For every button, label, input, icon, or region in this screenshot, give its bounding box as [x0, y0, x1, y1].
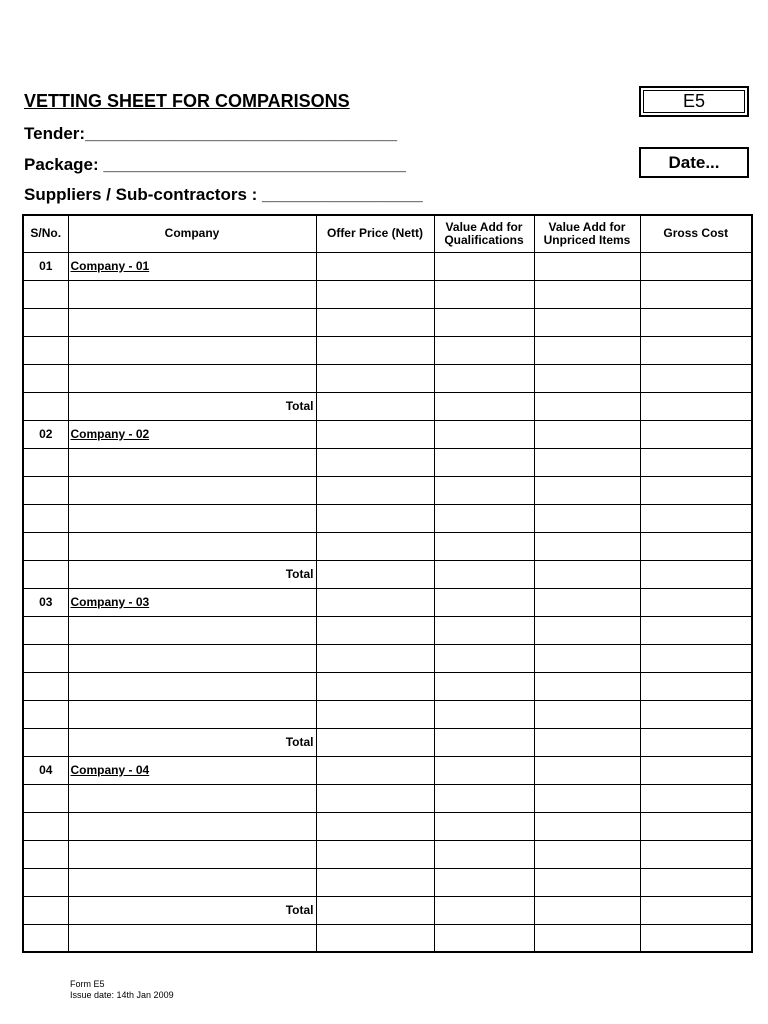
gross-cost-cell[interactable]	[640, 672, 752, 700]
gross-cost-cell[interactable]	[640, 812, 752, 840]
value-add-qualifications-cell[interactable]	[434, 924, 534, 952]
value-add-unpriced-cell[interactable]	[534, 560, 640, 588]
value-add-qualifications-cell[interactable]	[434, 336, 534, 364]
table-row	[23, 700, 752, 728]
sno-cell[interactable]	[23, 672, 68, 700]
total-label-cell: Total	[68, 392, 316, 420]
sno-cell[interactable]	[23, 448, 68, 476]
value-add-unpriced-cell[interactable]	[534, 308, 640, 336]
company-cell[interactable]	[68, 280, 316, 308]
offer-price-cell[interactable]	[316, 280, 434, 308]
comparison-table	[22, 214, 753, 953]
value-add-unpriced-cell[interactable]	[534, 896, 640, 924]
gross-cost-cell[interactable]	[640, 644, 752, 672]
company-header-row	[23, 252, 752, 280]
offer-price-cell[interactable]	[316, 448, 434, 476]
gross-cost-cell[interactable]	[640, 588, 752, 616]
header-gross-cost: Gross Cost	[640, 215, 752, 252]
offer-price-cell[interactable]	[316, 476, 434, 504]
table-row	[23, 504, 752, 532]
gross-cost-cell[interactable]	[640, 728, 752, 756]
total-row	[23, 392, 752, 420]
company-cell[interactable]	[68, 504, 316, 532]
offer-price-cell[interactable]	[316, 812, 434, 840]
company-name-cell[interactable]: Company - 03	[68, 588, 316, 616]
value-add-unpriced-cell[interactable]	[534, 588, 640, 616]
gross-cost-cell[interactable]	[640, 560, 752, 588]
value-add-qualifications-cell[interactable]	[434, 504, 534, 532]
value-add-unpriced-cell[interactable]	[534, 280, 640, 308]
offer-price-cell[interactable]	[316, 784, 434, 812]
value-add-qualifications-cell[interactable]	[434, 756, 534, 784]
value-add-unpriced-cell[interactable]	[534, 420, 640, 448]
value-add-qualifications-cell[interactable]	[434, 420, 534, 448]
header-value-add-unpriced	[534, 215, 640, 252]
form-title: VETTING SHEET FOR COMPARISONS	[24, 91, 350, 111]
table-row	[23, 448, 752, 476]
sno-cell[interactable]	[23, 924, 68, 952]
company-cell[interactable]	[68, 336, 316, 364]
offer-price-cell[interactable]	[316, 700, 434, 728]
value-add-qualifications-cell[interactable]	[434, 840, 534, 868]
value-add-qualifications-cell[interactable]	[434, 644, 534, 672]
gross-cost-cell[interactable]	[640, 504, 752, 532]
gross-cost-cell[interactable]	[640, 308, 752, 336]
company-cell[interactable]	[68, 700, 316, 728]
total-row	[23, 896, 752, 924]
value-add-unpriced-cell[interactable]	[534, 336, 640, 364]
gross-cost-cell[interactable]	[640, 924, 752, 952]
company-cell[interactable]	[68, 868, 316, 896]
gross-cost-cell[interactable]	[640, 868, 752, 896]
company-cell[interactable]	[68, 924, 316, 952]
sno-cell[interactable]	[23, 560, 68, 588]
offer-price-cell[interactable]	[316, 840, 434, 868]
value-add-unpriced-cell[interactable]	[534, 756, 640, 784]
value-add-qualifications-cell[interactable]	[434, 280, 534, 308]
value-add-unpriced-cell[interactable]	[534, 476, 640, 504]
offer-price-cell[interactable]	[316, 924, 434, 952]
sno-cell[interactable]	[23, 840, 68, 868]
value-add-unpriced-cell[interactable]	[534, 868, 640, 896]
header-value-add-unpriced-line1: Value Add for	[548, 219, 626, 234]
value-add-qualifications-cell[interactable]	[434, 896, 534, 924]
value-add-qualifications-cell[interactable]	[434, 784, 534, 812]
company-cell[interactable]	[68, 476, 316, 504]
sno-cell[interactable]	[23, 504, 68, 532]
company-header-row	[23, 420, 752, 448]
gross-cost-cell[interactable]	[640, 336, 752, 364]
header-sno: S/No.	[23, 215, 68, 252]
form-footer	[70, 979, 174, 1001]
value-add-qualifications-cell[interactable]	[434, 448, 534, 476]
sno-cell[interactable]	[23, 392, 68, 420]
total-row	[23, 728, 752, 756]
value-add-qualifications-cell[interactable]	[434, 476, 534, 504]
header-value-add-qualifications-line1: Value Add for	[445, 219, 523, 234]
offer-price-cell[interactable]	[316, 336, 434, 364]
header-offer-price: Offer Price (Nett)	[316, 215, 434, 252]
value-add-unpriced-cell[interactable]	[534, 504, 640, 532]
gross-cost-cell[interactable]	[640, 616, 752, 644]
value-add-unpriced-cell[interactable]	[534, 448, 640, 476]
date-box[interactable]: Date...	[639, 147, 749, 178]
company-name-cell[interactable]: Company - 04	[68, 756, 316, 784]
company-cell[interactable]	[68, 644, 316, 672]
offer-price-cell[interactable]	[316, 868, 434, 896]
sno-cell[interactable]	[23, 784, 68, 812]
value-add-qualifications-cell[interactable]	[434, 252, 534, 280]
value-add-qualifications-cell[interactable]	[434, 700, 534, 728]
sno-cell: 04	[23, 756, 68, 784]
gross-cost-cell[interactable]	[640, 756, 752, 784]
value-add-qualifications-cell[interactable]	[434, 308, 534, 336]
sno-cell: 02	[23, 420, 68, 448]
sno-cell[interactable]	[23, 364, 68, 392]
tender-field[interactable]: Tender:_________________________________	[24, 124, 398, 143]
value-add-qualifications-cell[interactable]	[434, 812, 534, 840]
offer-price-cell[interactable]	[316, 392, 434, 420]
table-body	[23, 252, 752, 952]
sno-cell[interactable]	[23, 644, 68, 672]
header-value-add-qualifications-line2: Qualifications	[444, 232, 524, 247]
offer-price-cell[interactable]	[316, 308, 434, 336]
value-add-unpriced-cell[interactable]	[534, 532, 640, 560]
sno-cell[interactable]	[23, 896, 68, 924]
value-add-qualifications-cell[interactable]	[434, 672, 534, 700]
gross-cost-cell[interactable]	[640, 476, 752, 504]
value-add-unpriced-cell[interactable]	[534, 840, 640, 868]
sno-cell: 01	[23, 252, 68, 280]
company-cell[interactable]	[68, 616, 316, 644]
company-header-row	[23, 588, 752, 616]
company-cell[interactable]	[68, 448, 316, 476]
value-add-qualifications-cell[interactable]	[434, 588, 534, 616]
gross-cost-cell[interactable]	[640, 420, 752, 448]
offer-price-cell[interactable]	[316, 672, 434, 700]
gross-cost-cell[interactable]	[640, 280, 752, 308]
value-add-qualifications-cell[interactable]	[434, 392, 534, 420]
value-add-unpriced-cell[interactable]	[534, 812, 640, 840]
value-add-unpriced-cell[interactable]	[534, 728, 640, 756]
table-header-row	[23, 215, 752, 252]
value-add-unpriced-cell[interactable]	[534, 392, 640, 420]
header-company: Company	[68, 215, 316, 252]
table-row	[23, 812, 752, 840]
total-label-cell: Total	[68, 728, 316, 756]
gross-cost-cell[interactable]	[640, 896, 752, 924]
offer-price-cell[interactable]	[316, 420, 434, 448]
table-row	[23, 840, 752, 868]
value-add-unpriced-cell[interactable]	[534, 924, 640, 952]
form-code-box: E5	[639, 86, 749, 117]
company-cell[interactable]	[68, 308, 316, 336]
sno-cell[interactable]	[23, 868, 68, 896]
table-row	[23, 476, 752, 504]
gross-cost-cell[interactable]	[640, 392, 752, 420]
offer-price-cell[interactable]	[316, 532, 434, 560]
offer-price-cell[interactable]	[316, 896, 434, 924]
sno-cell[interactable]	[23, 476, 68, 504]
offer-price-cell[interactable]	[316, 252, 434, 280]
footer-issue-date: Issue date: 14th Jan 2009	[70, 990, 174, 1000]
offer-price-cell[interactable]	[316, 560, 434, 588]
sno-cell: 03	[23, 588, 68, 616]
total-label-cell: Total	[68, 896, 316, 924]
table-row	[23, 336, 752, 364]
table-row	[23, 616, 752, 644]
sno-cell[interactable]	[23, 700, 68, 728]
company-cell[interactable]	[68, 672, 316, 700]
company-cell[interactable]	[68, 840, 316, 868]
table-row	[23, 308, 752, 336]
offer-price-cell[interactable]	[316, 616, 434, 644]
package-field[interactable]: Package: ________________________________	[24, 155, 406, 174]
gross-cost-cell[interactable]	[640, 532, 752, 560]
value-add-unpriced-cell[interactable]	[534, 672, 640, 700]
value-add-qualifications-cell[interactable]	[434, 560, 534, 588]
value-add-unpriced-cell[interactable]	[534, 616, 640, 644]
company-cell[interactable]	[68, 812, 316, 840]
table-row	[23, 644, 752, 672]
offer-price-cell[interactable]	[316, 504, 434, 532]
value-add-unpriced-cell[interactable]	[534, 364, 640, 392]
company-cell[interactable]	[68, 364, 316, 392]
value-add-unpriced-cell[interactable]	[534, 252, 640, 280]
company-cell[interactable]	[68, 532, 316, 560]
company-cell[interactable]	[68, 784, 316, 812]
value-add-qualifications-cell[interactable]	[434, 728, 534, 756]
total-label-cell: Total	[68, 560, 316, 588]
header-value-add-unpriced-line2: Unpriced Items	[543, 232, 631, 247]
gross-cost-cell[interactable]	[640, 448, 752, 476]
offer-price-cell[interactable]	[316, 588, 434, 616]
value-add-qualifications-cell[interactable]	[434, 868, 534, 896]
table-row	[23, 532, 752, 560]
total-row	[23, 560, 752, 588]
sno-cell[interactable]	[23, 728, 68, 756]
table-row	[23, 672, 752, 700]
company-name-cell[interactable]: Company - 01	[68, 252, 316, 280]
table-row	[23, 364, 752, 392]
value-add-qualifications-cell[interactable]	[434, 364, 534, 392]
value-add-unpriced-cell[interactable]	[534, 644, 640, 672]
table-row	[23, 784, 752, 812]
gross-cost-cell[interactable]	[640, 252, 752, 280]
offer-price-cell[interactable]	[316, 364, 434, 392]
offer-price-cell[interactable]	[316, 728, 434, 756]
table-row	[23, 280, 752, 308]
value-add-unpriced-cell[interactable]	[534, 700, 640, 728]
sno-cell[interactable]	[23, 308, 68, 336]
value-add-qualifications-cell[interactable]	[434, 616, 534, 644]
value-add-qualifications-cell[interactable]	[434, 532, 534, 560]
footer-form-id: Form E5	[70, 979, 105, 989]
offer-price-cell[interactable]	[316, 756, 434, 784]
sno-cell[interactable]	[23, 616, 68, 644]
company-name-cell[interactable]: Company - 02	[68, 420, 316, 448]
gross-cost-cell[interactable]	[640, 784, 752, 812]
sno-cell[interactable]	[23, 336, 68, 364]
header-value-add-qualifications	[434, 215, 534, 252]
company-header-row	[23, 756, 752, 784]
gross-cost-cell[interactable]	[640, 364, 752, 392]
gross-cost-cell[interactable]	[640, 700, 752, 728]
gross-cost-cell[interactable]	[640, 840, 752, 868]
value-add-unpriced-cell[interactable]	[534, 784, 640, 812]
table-row	[23, 924, 752, 952]
suppliers-field[interactable]: Suppliers / Sub-contractors : _________________	[24, 185, 423, 204]
sno-cell[interactable]	[23, 532, 68, 560]
sno-cell[interactable]	[23, 812, 68, 840]
offer-price-cell[interactable]	[316, 644, 434, 672]
table-row	[23, 868, 752, 896]
sno-cell[interactable]	[23, 280, 68, 308]
